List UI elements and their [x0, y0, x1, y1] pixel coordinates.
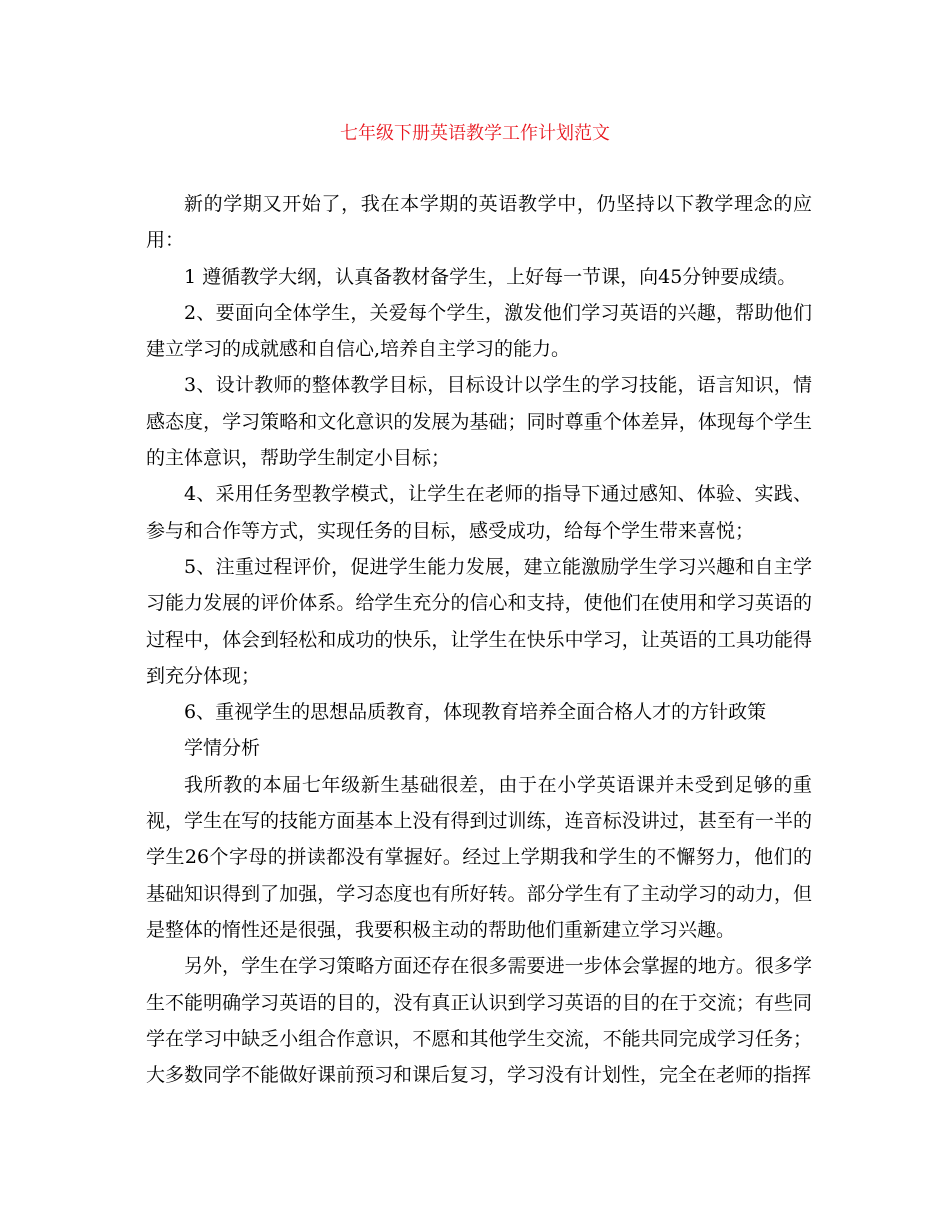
- paragraph-item-4: 4、采用任务型教学模式，让学生在老师的指导下通过感知、体验、实践、参与和合作等方式，实现任务的目标，感受成功，给每个学生带来喜悦；: [146, 483, 812, 542]
- section-heading-student-analysis: 学情分析: [184, 737, 261, 760]
- paragraph-intro: 新的学期又开始了，我在本学期的英语教学中，仍坚持以下教学理念的应用：: [146, 193, 812, 252]
- document-title: 七年级下册英语教学工作计划范文: [340, 123, 610, 144]
- paragraph-item-5: 5、注重过程评价，促进学生能力发展，建立能激励学生学习兴趣和自主学习能力发展的评价体系。给学生充分的信心和支持，使他们在使用和学习英语的过程中，体会到轻松和成功的快乐，让学生在快乐中学习，让英语的工具功能得到充分体现；: [146, 555, 812, 687]
- paragraph-student-analysis: 我所教的本届七年级新生基础很差，由于在小学英语课并未受到足够的重视，学生在写的技能方面基本上没有得到过训练，连音标没讲过，甚至有一半的学生26个字母的拼读都没有掌握好。经过上学期我和学生的不懈努力，他们的基础知识得到了加强，学习态度也有所好转。部分学生有了主动学习的动力，但是整体的惰性还是很强，我要积极主动的帮助他们重新建立学习兴趣。: [146, 773, 812, 941]
- document-body: [146, 186, 812, 1093]
- paragraph-item-6: 6、重视学生的思想品质教育，体现教育培养全面合格人才的方针政策: [184, 701, 767, 724]
- paragraph-learning-strategy: 另外，学生在学习策略方面还存在很多需要进一步体会掌握的地方。很多学生不能明确学习英语的目的，没有真正认识到学习英语的目的在于交流；有些同学在学习中缺乏小组合作意识，不愿和其他学生交流，不能共同完成学习任务；大多数同学不能做好课前预习和课后复习，学习没有计划性，完全在老师的指挥: [146, 955, 812, 1087]
- paragraph-item-3: 3、设计教师的整体教学目标，目标设计以学生的学习技能，语言知识，情感态度，学习策略和文化意识的发展为基础；同时尊重个体差异，体现每个学生的主体意识，帮助学生制定小目标；: [146, 374, 812, 470]
- paragraph-item-1: 1 遵循教学大纲，认真备教材备学生，上好每一节课，向45分钟要成绩。: [184, 265, 797, 288]
- paragraph-item-2: 2、要面向全体学生，关爱每个学生，激发他们学习英语的兴趣，帮助他们建立学习的成就感和自信心,培养自主学习的能力。: [146, 301, 812, 361]
